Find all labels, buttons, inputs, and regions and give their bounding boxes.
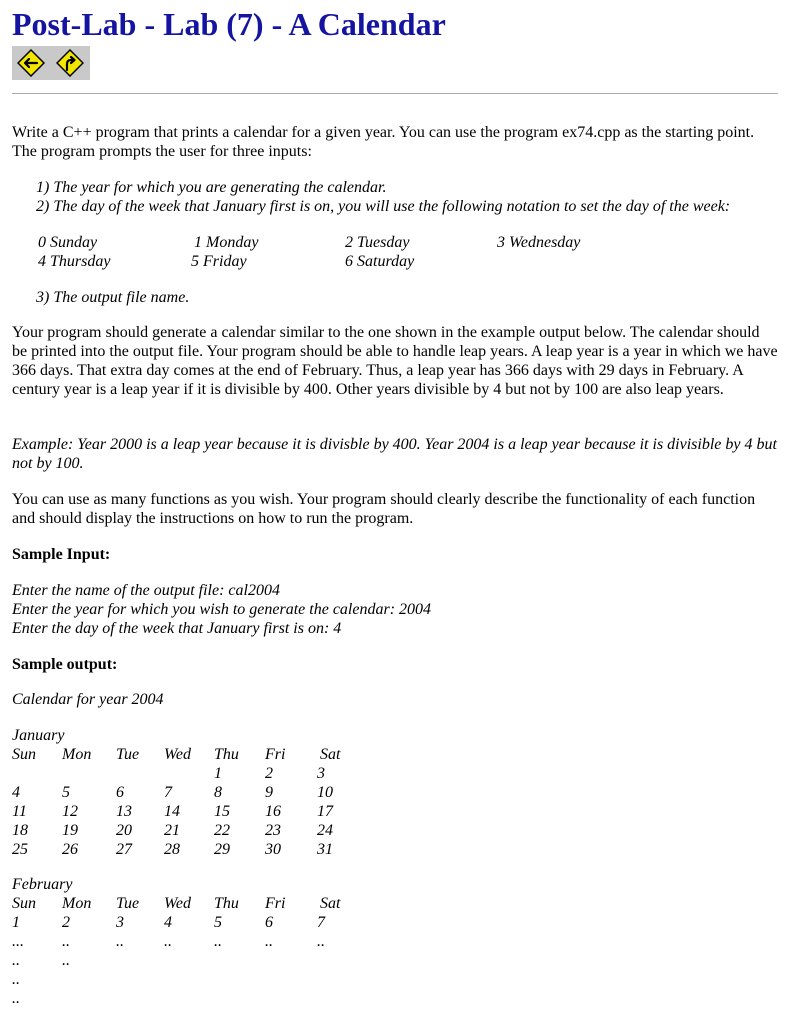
sample-output-heading: Sample output: xyxy=(12,656,118,673)
january-day-cell: 12 xyxy=(62,803,78,820)
january-day-cell: 14 xyxy=(164,803,180,820)
sample-input-line-3: Enter the day of the week that January first is on: 4 xyxy=(12,620,342,637)
february-day-cell: .. xyxy=(62,952,70,969)
sample-input-heading: Sample Input: xyxy=(12,546,111,563)
february-day-cell: .. xyxy=(12,952,20,969)
february-weekday-header: Mon xyxy=(62,895,92,912)
january-weekday-header: Sun xyxy=(12,746,36,763)
february-day-cell: .. xyxy=(265,933,273,950)
january-weekday-header: Thu xyxy=(214,746,239,763)
sample-input-line-1: Enter the name of the output file: cal2004 xyxy=(12,582,280,599)
january-day-cell: 26 xyxy=(62,841,78,858)
nav-bar xyxy=(12,46,90,80)
day-code-5: 5 Friday xyxy=(191,253,247,270)
february-day-cell: 5 xyxy=(214,914,222,931)
january-day-cell: 29 xyxy=(214,841,230,858)
intro-paragraph: Write a C++ program that prints a calendar for a given year. You can use the program ex74.cpp as the starting point. The program prompts the user for three inputs: xyxy=(12,124,755,160)
january-day-cell: 16 xyxy=(265,803,281,820)
january-day-cell: 31 xyxy=(317,841,333,858)
january-day-cell: 20 xyxy=(116,822,132,839)
input-item-2: 2) The day of the week that January first is on, you will use the following notation to set the day of the week: xyxy=(36,198,731,215)
february-weekday-header: Sun xyxy=(12,895,36,912)
february-day-cell: .. xyxy=(164,933,172,950)
february-day-cell: .. xyxy=(62,933,70,950)
january-weekday-header: Wed xyxy=(164,746,191,763)
day-code-0: 0 Sunday xyxy=(38,234,98,251)
january-weekday-header: Sat xyxy=(320,746,341,763)
february-day-cell: 6 xyxy=(265,914,273,931)
january-day-cell: 27 xyxy=(116,841,132,858)
february-month-name: February xyxy=(12,876,73,893)
january-day-cell: 30 xyxy=(265,841,281,858)
january-day-cell: 15 xyxy=(214,803,230,820)
february-weekday-header: Wed xyxy=(164,895,191,912)
day-code-6: 6 Saturday xyxy=(345,253,415,270)
day-code-1: 1 Monday xyxy=(194,234,259,251)
january-day-cell: 24 xyxy=(317,822,333,839)
january-day-cell: 3 xyxy=(317,765,325,782)
january-day-cell: 13 xyxy=(116,803,132,820)
january-day-cell: 18 xyxy=(12,822,28,839)
january-day-cell: 6 xyxy=(116,784,124,801)
january-weekday-header: Tue xyxy=(116,746,140,763)
january-day-cell: 2 xyxy=(265,765,273,782)
description-paragraph: Your program should generate a calendar similar to the one shown in the example output below. The calendar should be printed into the output file. Your program should be able to handle leap years. A leap year is a year in which we have 366 days. That extra day comes at the end of February. Thus, a leap year has 366 days with 29 days in February. A century year is a leap year if it is divisible by 400. Other years divisible by 4 but not by 100 are also leap years. xyxy=(12,324,778,398)
february-weekday-header: Thu xyxy=(214,895,239,912)
january-day-cell: 22 xyxy=(214,822,230,839)
january-day-cell: 1 xyxy=(214,765,222,782)
february-day-cell: 3 xyxy=(116,914,124,931)
sample-input-line-2: Enter the year for which you wish to generate the calendar: 2004 xyxy=(12,601,432,618)
february-day-cell: 2 xyxy=(62,914,70,931)
functions-paragraph: You can use as many functions as you wish. Your program should clearly describe the functionality of each function and should display the instructions on how to run the program. xyxy=(12,491,756,527)
february-weekday-header: Sat xyxy=(320,895,341,912)
divider xyxy=(12,93,778,94)
day-code-2: 2 Tuesday xyxy=(345,234,410,251)
january-day-cell: 4 xyxy=(12,784,20,801)
calendar-title: Calendar for year 2004 xyxy=(12,691,164,708)
february-day-cell: 1 xyxy=(12,914,20,931)
february-day-cell: .. xyxy=(317,933,325,950)
january-day-cell: 25 xyxy=(12,841,28,858)
day-code-3: 3 Wednesday xyxy=(497,234,581,251)
example-paragraph: Example: Year 2000 is a leap year because it is divisble by 400. Year 2004 is a leap year because it is divisible by 4 but not by 100. xyxy=(12,436,777,472)
january-day-cell: 19 xyxy=(62,822,78,839)
february-day-cell: 7 xyxy=(317,914,325,931)
february-day-cell: .. xyxy=(116,933,124,950)
february-day-cell: .. xyxy=(12,971,20,988)
january-day-cell: 7 xyxy=(164,784,172,801)
january-day-cell: 23 xyxy=(265,822,281,839)
input-item-3: 3) The output file name. xyxy=(36,289,190,306)
january-weekday-header: Fri xyxy=(265,746,286,763)
february-weekday-header: Tue xyxy=(116,895,140,912)
january-day-cell: 21 xyxy=(164,822,180,839)
january-day-cell: 8 xyxy=(214,784,222,801)
arrow-left-sign-icon[interactable] xyxy=(17,49,45,77)
january-weekday-header: Mon xyxy=(62,746,92,763)
page-title: Post-Lab - Lab (7) - A Calendar xyxy=(12,6,446,42)
input-item-1: 1) The year for which you are generating the calendar. xyxy=(36,179,387,196)
january-day-cell: 9 xyxy=(265,784,273,801)
january-day-cell: 28 xyxy=(164,841,180,858)
day-code-4: 4 Thursday xyxy=(38,253,111,270)
february-day-cell: .. xyxy=(214,933,222,950)
february-day-cell: .. xyxy=(12,990,20,1007)
february-day-cell: 4 xyxy=(164,914,172,931)
january-day-cell: 10 xyxy=(317,784,333,801)
turn-right-sign-icon[interactable] xyxy=(56,49,84,77)
january-day-cell: 17 xyxy=(317,803,333,820)
january-month-name: January xyxy=(12,727,65,744)
january-day-cell: 11 xyxy=(12,803,27,820)
january-day-cell: 5 xyxy=(62,784,70,801)
february-day-cell: ... xyxy=(12,933,24,950)
february-weekday-header: Fri xyxy=(265,895,286,912)
